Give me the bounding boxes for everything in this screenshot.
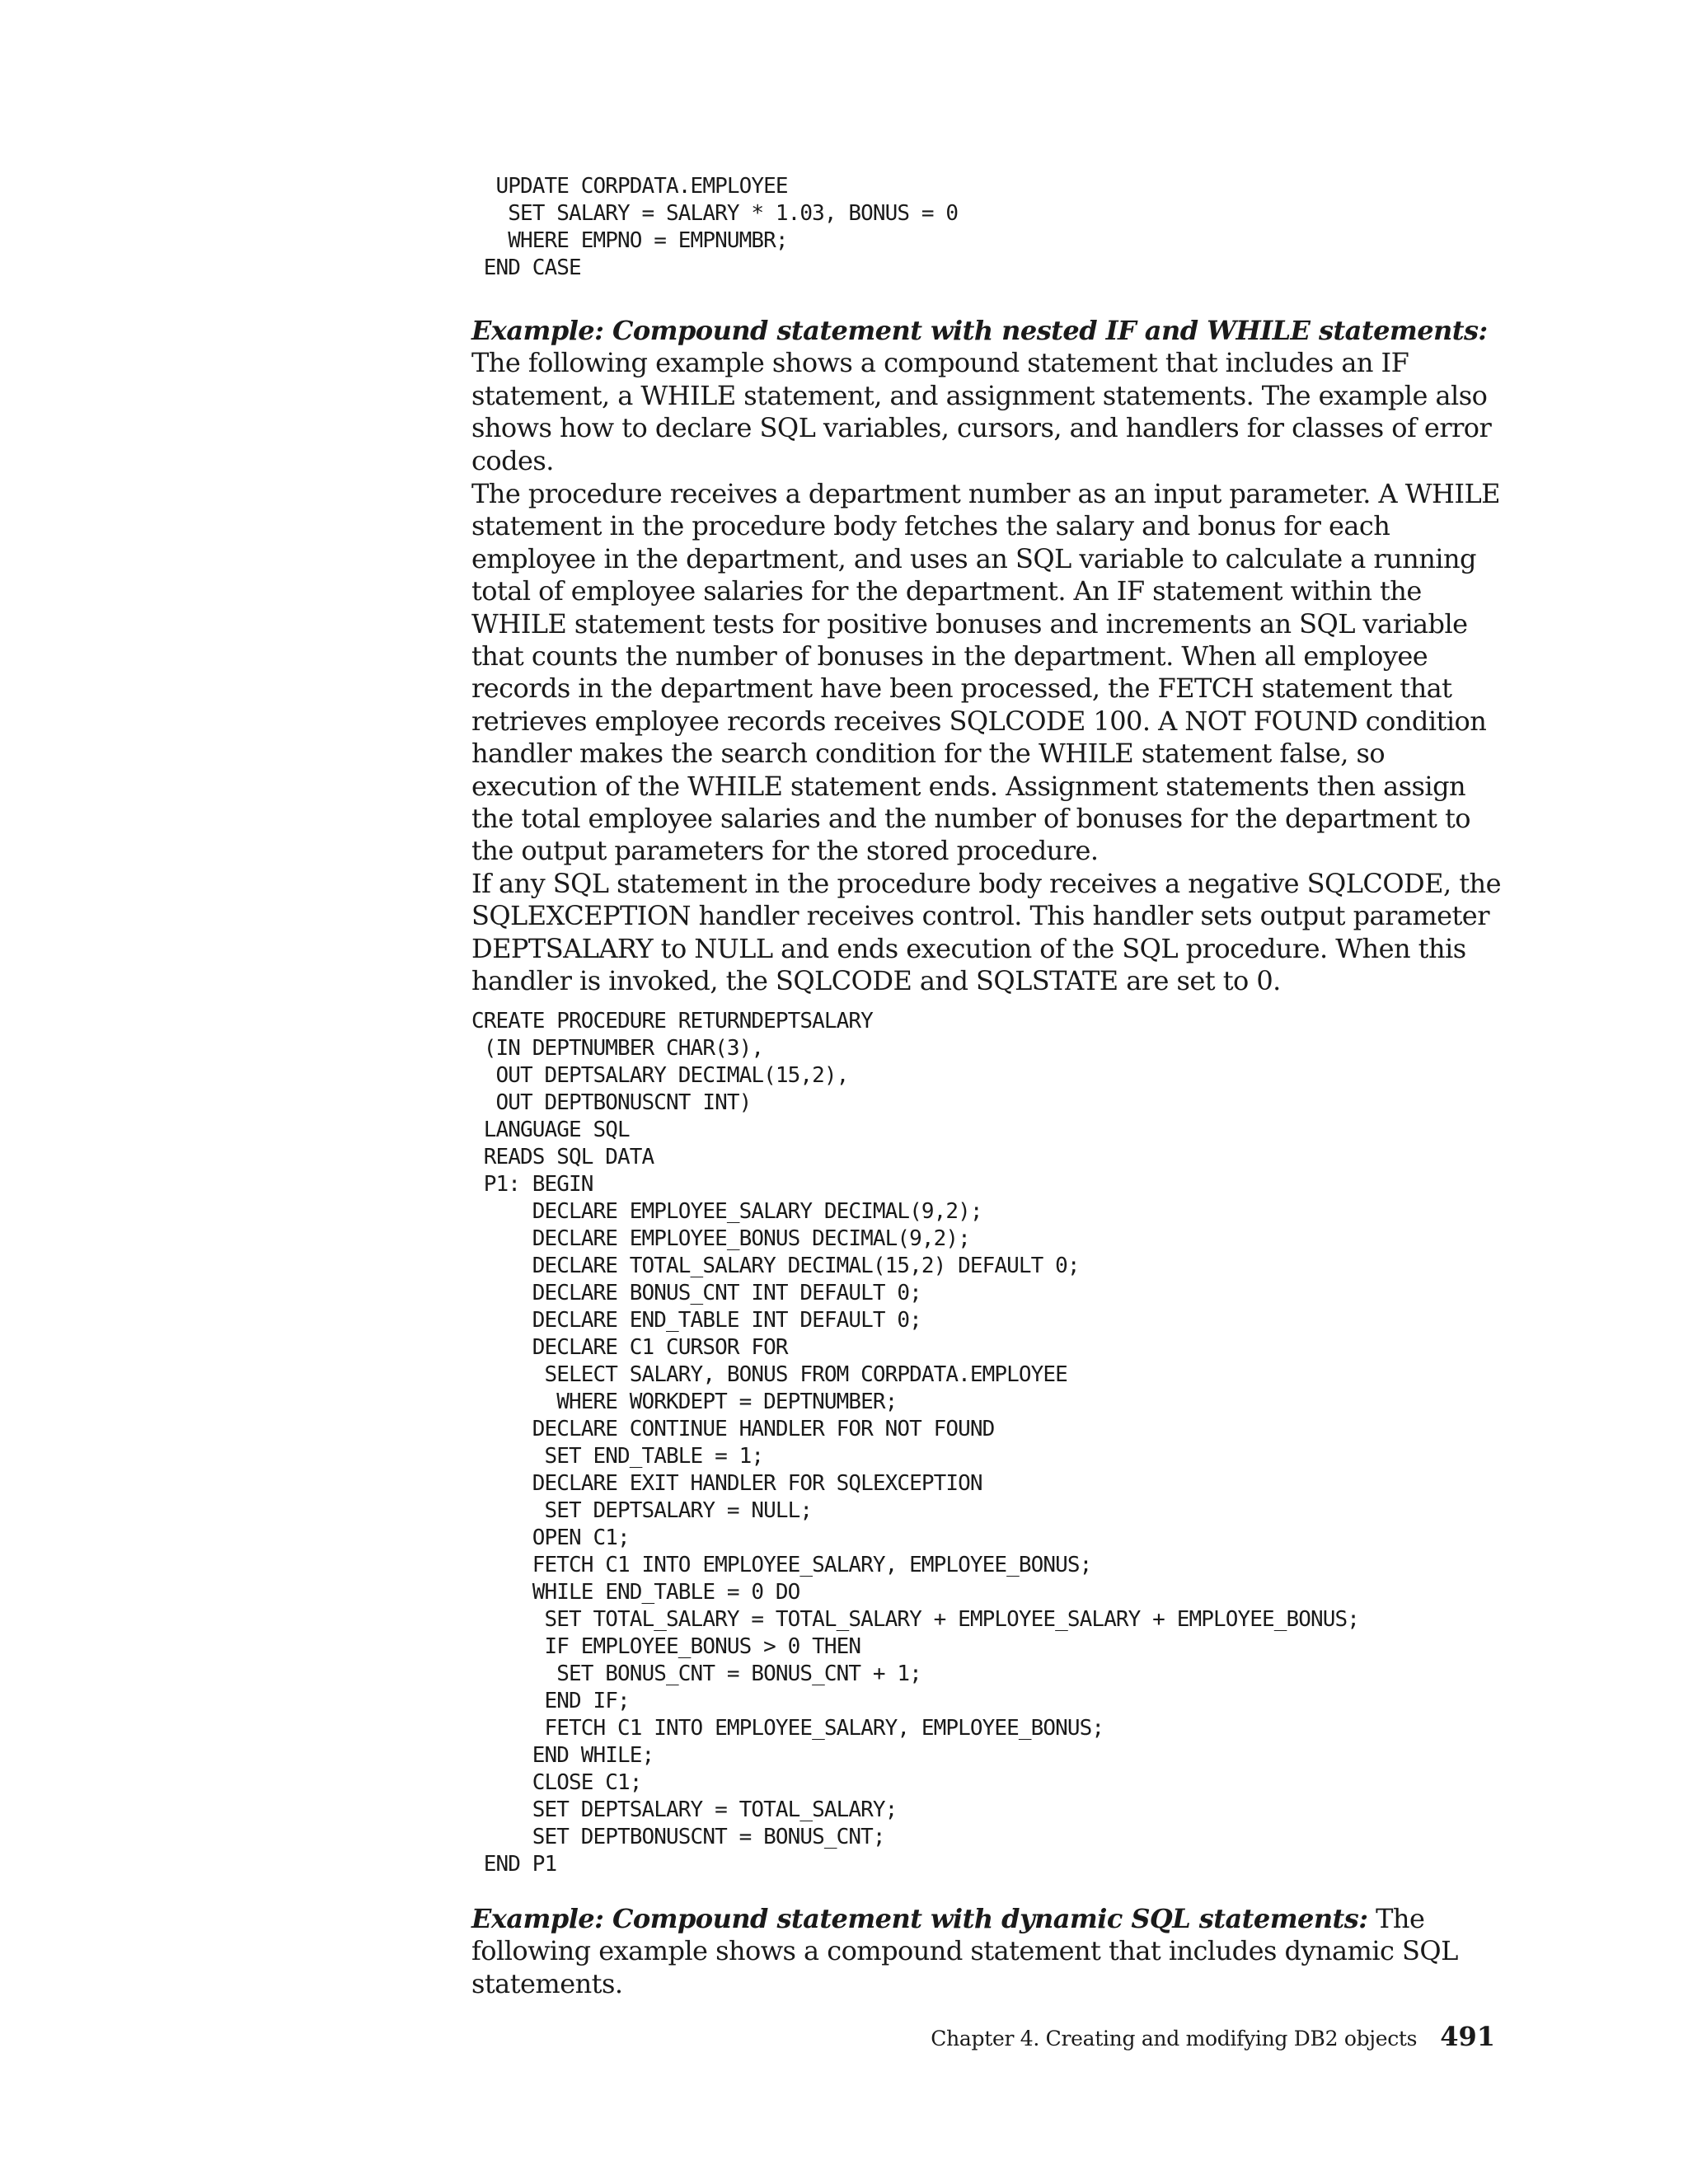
paragraph-sqlexception-handler: If any SQL statement in the procedure body receives a negative SQLCODE, the SQLEXCEPTION handler receives control. This handler sets output parameter DEPTSALARY to NULL and ends execution of the SQL procedure. When this handler is invoked, the SQLCODE and SQLSTATE are set to 0.	[471, 868, 1501, 997]
code-block-create-procedure: CREATE PROCEDURE RETURNDEPTSALARY (IN DEPTNUMBER CHAR(3), OUT DEPTSALARY DECIMAL(15,2), OUT DEPTBONUSCNT INT) LANGUAGE SQL READS SQL DATA P1: BEGIN DECLARE EMPLOYEE_SALARY DECIMAL(9,2); DECLARE EMPLOYEE_BONUS DECIMAL(9,2); DECLARE TOTAL_SALARY DECIMAL(15,2) DEFAULT 0; DECLARE BONUS_CNT INT DEFAULT 0; DECLARE END_TABLE INT DEFAULT 0; DECLARE C1 CURSOR FOR SELECT SALARY, BONUS FROM CORPDATA.EMPLOYEE WHERE WORKDEPT = DEPTNUMBER; DECLARE CONTINUE HANDLER FOR NOT FOUND SET END_TABLE = 1; DECLARE EXIT HANDLER FOR SQLEXCEPTION SET DEPTSALARY = NULL; OPEN C1; FETCH C1 INTO EMPLOYEE_SALARY, EMPLOYEE_BONUS; WHILE END_TABLE = 0 DO SET TOTAL_SALARY = TOTAL_SALARY + EMPLOYEE_SALARY + EMPLOYEE_BONUS; IF EMPLOYEE_BONUS > 0 THEN SET BONUS_CNT = BONUS_CNT + 1; END IF; FETCH C1 INTO EMPLOYEE_SALARY, EMPLOYEE_BONUS; END WHILE; CLOSE C1; SET DEPTSALARY = TOTAL_SALARY; SET DEPTBONUSCNT = BONUS_CNT; END P1	[471, 1009, 1359, 1877]
code-block-update-statement: UPDATE CORPDATA.EMPLOYEE SET SALARY = SALARY * 1.03, BONUS = 0 WHERE EMPNO = EMPNUMBR; END CASE	[483, 174, 959, 280]
page-footer	[931, 2021, 1495, 2052]
footer-chapter-title: Chapter 4. Creating and modifying DB2 objects	[931, 2027, 1418, 2050]
example-heading-dynamic-sql: Example: Compound statement with dynamic SQL statements:	[471, 1903, 1368, 1934]
paragraph-procedure-description: The procedure receives a department number as an input parameter. A WHILE statement in the procedure body fetches the salary and bonus for each employee in the department, and uses an SQL variable to calculate a running total of employee salaries for the department. An IF statement within the WHILE statement tests for positive bonuses and increments an SQL variable that counts the number of bonuses in the department. When all employee records in the department have been processed, the FETCH statement that retrieves employee records receives SQLCODE 100. A NOT FOUND condition handler makes the search condition for the WHILE statement false, so execution of the WHILE statement ends. Assignment statements then assign the total employee salaries and the number of bonuses for the department to the output parameters for the stored procedure.	[471, 478, 1500, 867]
paragraph-example-dynamic-sql	[471, 1903, 1502, 2000]
example-heading-nested-if-while: Example: Compound statement with nested IF and WHILE statements:	[471, 315, 1488, 346]
paragraph-example-nested-if-while	[471, 315, 1502, 477]
paragraph-example-dynamic-sql-text: The following example shows a compound statement that includes dynamic SQL statements.	[471, 1903, 1458, 1999]
page-number: 491	[1440, 2021, 1495, 2052]
paragraph-example-nested-if-while-text: The following example shows a compound statement that includes an IF statement, a WHILE statement, and assignment statements. The example also shows how to declare SQL variables, cursors, and handlers for classes of error codes.	[471, 347, 1492, 476]
